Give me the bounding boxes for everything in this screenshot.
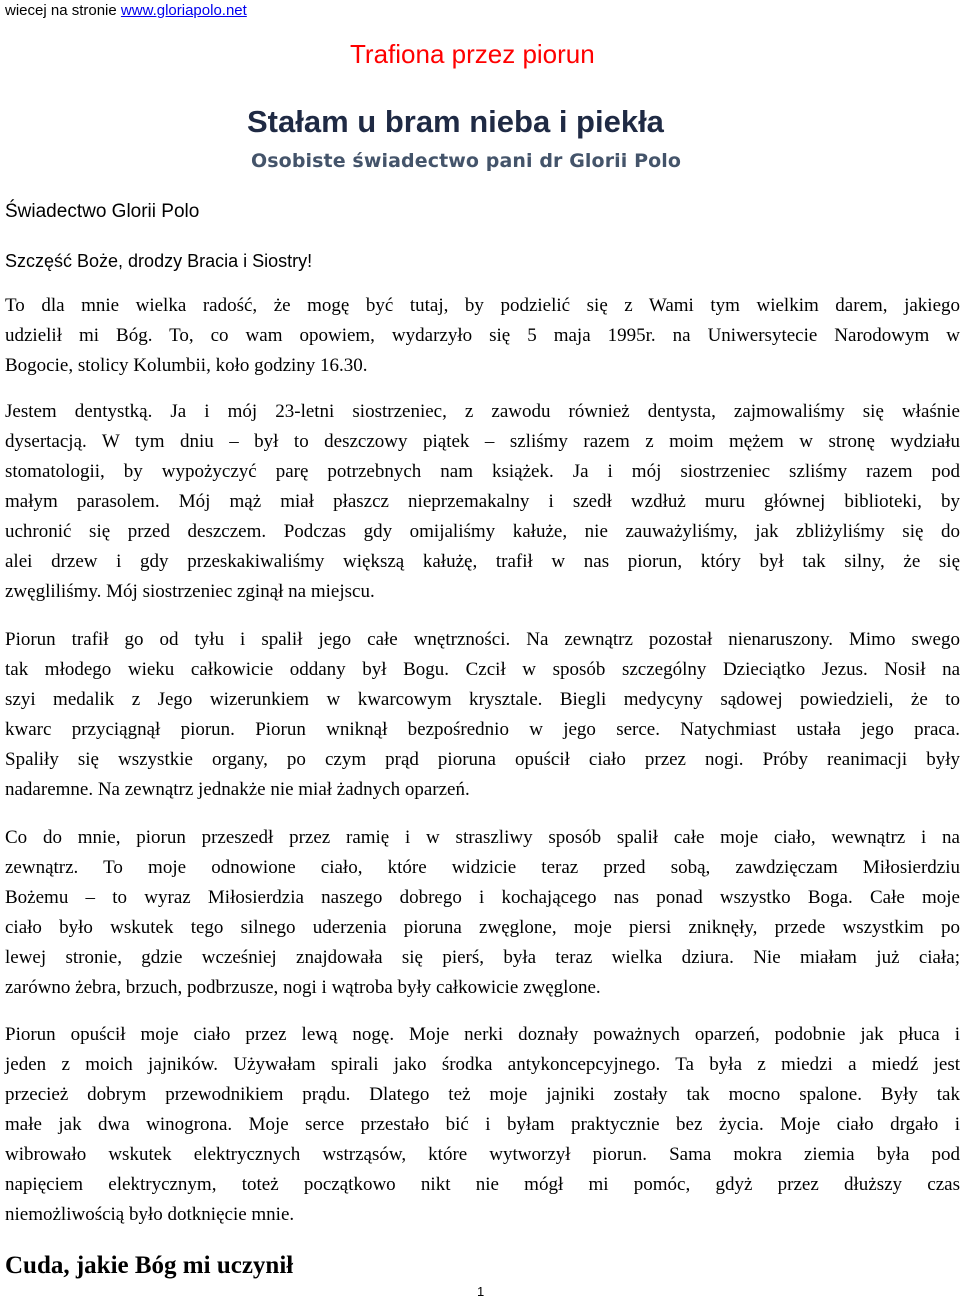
paragraph-2 (5, 397, 960, 607)
paragraph-line: Co do mnie, piorun przeszedł przez ramię i w straszliwy sposób spalił całe moje ciało, wewnątrz i na (5, 827, 960, 848)
paragraph-line: przecież dobrym przewodnikiem prądu. Dlatego też moje jajniki zostały tak mocno spalone. Były tak (5, 1084, 960, 1105)
paragraph-line: jeden z moich jajników. Używałam spirali jako środka antykoncepcyjnego. Ta była z miedzi a miedź jest (5, 1054, 960, 1075)
paragraph-line: kwarc przyciągnął piorun. Piorun wniknął bezpośrednio w jego serce. Natychmiast ustała jego praca. (5, 719, 960, 740)
paragraph-line: małym parasolem. Mój mąż miał płaszcz nieprzemakalny i szedł wzdłuż muru głównej biblioteki, by (5, 491, 960, 512)
paragraph-line: zarówno żebra, brzuch, podbrzusze, nogi i wątroba były całkowicie zwęglone. (5, 977, 601, 998)
paragraph-3 (5, 625, 960, 805)
paragraph-line: Spaliły się wszystkie organy, po czym prąd pioruna opuścił ciało przez nogi. Próby reanimacji były (5, 749, 960, 770)
paragraph-line: ciało było wskutek tego silnego uderzenia pioruna zwęglone, moje piersi zniknęły, przede wszystkim po (5, 917, 960, 938)
section-heading: Cuda, jakie Bóg mi uczynił (5, 1252, 294, 1279)
page-number: 1 (477, 1284, 485, 1299)
paragraph-5 (5, 1020, 960, 1230)
paragraph-line: uchronić się przed deszczem. Podczas gdy omijaliśmy kałuże, nie zauważyliśmy, jak zbliżyliśmy się do (5, 521, 960, 542)
paragraph-line: lewej stronie, gdzie wcześniej znajdowała się pierś, była teraz wielka dziura. Nie miałam już ciała; (5, 947, 960, 968)
paragraph-line: dysertacją. W tym dniu – był to deszczowy piątek – szliśmy razem z moim mężem w stronę wydziału (5, 431, 960, 452)
paragraph-line: niemożliwością było dotknięcie mnie. (5, 1204, 295, 1225)
paragraph-line: stomatologii, by wypożyczyć parę potrzebnych nam książek. Ja i mój siostrzeniec szliśmy razem pod (5, 461, 960, 482)
paragraph-line: Jestem dentystką. Ja i mój 23-letni siostrzeniec, z zawodu również dentysta, zajmowaliśmy się właśnie (5, 401, 960, 422)
source-note-prefix: wiecej na stronie (5, 2, 121, 19)
paragraph-line: szyi medalik z Jego wizerunkiem w kwarcowym krysztale. Biegli medycyny sądowej powiedzieli, że to (5, 689, 960, 710)
paragraph-line: Piorun trafił go od tyłu i spalił jego całe wnętrzności. Na zewnątrz pozostał nienaruszony. Mimo swego (5, 629, 960, 650)
paragraph-4 (5, 823, 960, 1003)
paragraph-line: udzielił mi Bóg. To, co wam opowiem, wydarzyło się 5 maja 1995r. na Uniwersytecie Narodowym w (5, 325, 960, 346)
paragraph-line: Bożemu – to wyraz Miłosierdzia naszego dobrego i kochającego nas ponad wszystko Boga. Całe moje (5, 887, 960, 908)
paragraph-line: zewnątrz. To moje odnowione ciało, które widzicie teraz przed sobą, zawdzięczam Miłosierdziu (5, 857, 960, 878)
paragraph-line: To dla mnie wielka radość, że mogę być tutaj, by podzielić się z Wami tym wielkim darem, jakiego (5, 295, 960, 316)
main-heading: Stałam u bram nieba i piekła (247, 104, 664, 139)
greeting: Szczęść Boże, drodzy Bracia i Siostry! (5, 251, 313, 271)
website-link[interactable]: www.gloriapolo.net (120, 2, 247, 19)
paragraph-line: Piorun opuścił moje ciało przez lewą nogę. Moje nerki doznały poważnych oparzeń, podobnie jak płuca i (5, 1024, 960, 1045)
paragraph-line: zwęgliliśmy. Mój siostrzeniec zginął na miejscu. (5, 581, 375, 602)
paragraph-line: alei drzew i gdy przeskakiwaliśmy większą kałużę, trafił w nas piorun, który był tak silny, że się (5, 551, 960, 572)
paragraph-line: wibrowało wskutek elektrycznych wstrząsów, które wytworzył piorun. Sama mokra ziemia była pod (5, 1144, 960, 1165)
paragraph-line: tak młodego wieku całkowicie oddany był Bogu. Czcił w sposób szczególny Dzieciątko Jezus. Nosił na (5, 659, 960, 680)
page-title: Trafiona przez piorun (350, 39, 595, 69)
subheading: Osobiste świadectwo pani dr Glorii Polo (251, 150, 682, 172)
paragraph-line: Bogocie, stolicy Kolumbii, koło godziny 16.30. (5, 355, 368, 376)
paragraph-line: napięciem elektrycznym, toteż początkowo nikt nie mógł mi pomóc, gdyż przez dłuższy czas (5, 1174, 960, 1195)
source-note (5, 1, 247, 21)
paragraph-line: nadaremne. Na zewnątrz jednakże nie miał żadnych oparzeń. (5, 779, 470, 800)
paragraph-1 (5, 291, 960, 381)
paragraph-line: małe jak dwa winogrona. Moje serce przestało bić i byłam praktycznie bez życia. Moje ciało drgało i (5, 1114, 960, 1135)
section-label: Świadectwo Glorii Polo (5, 201, 200, 222)
